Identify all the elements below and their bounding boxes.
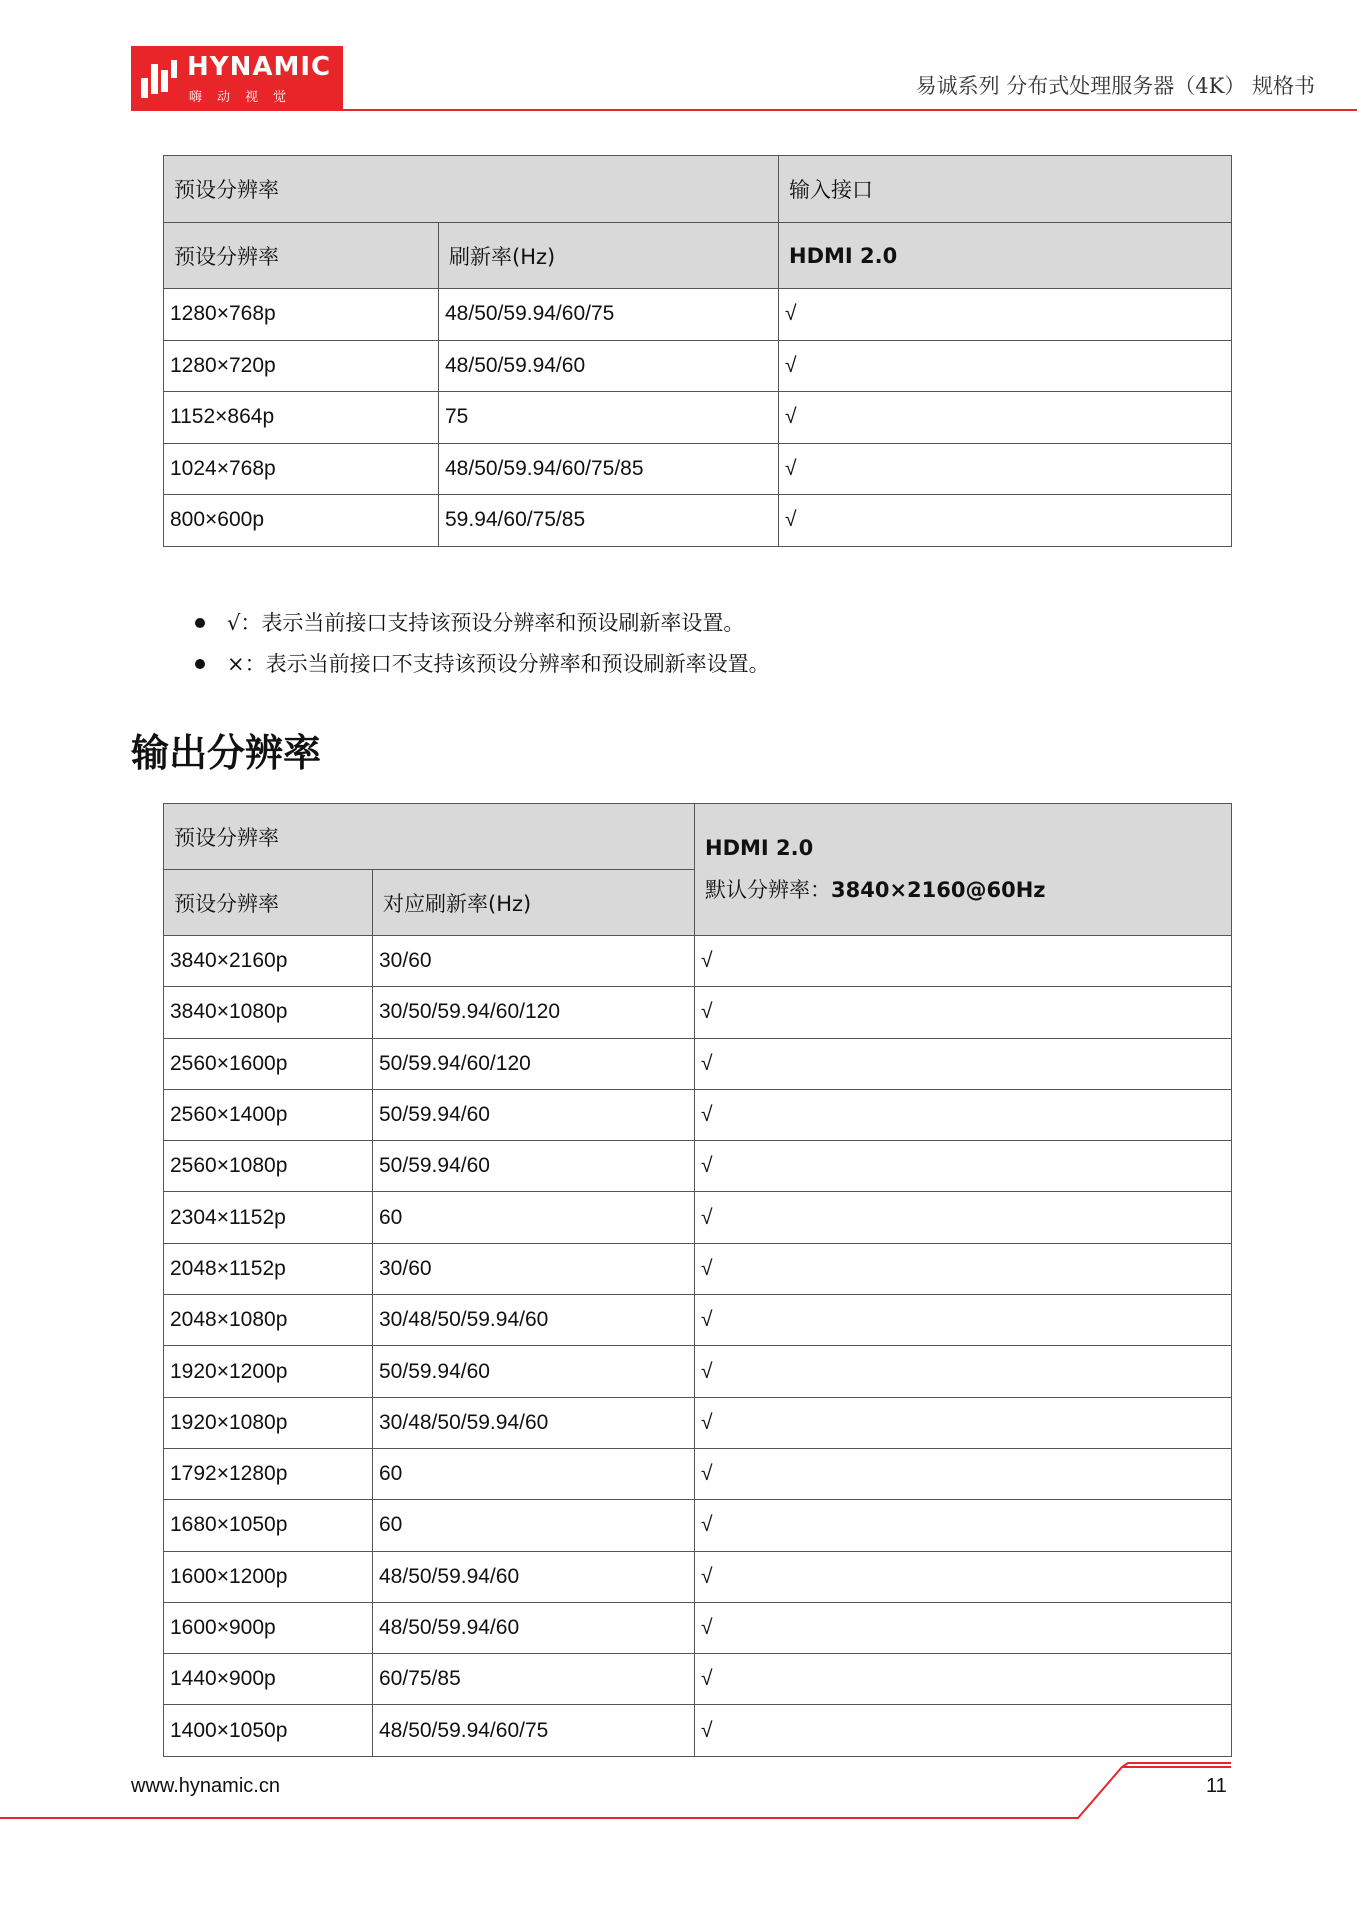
resolution-cell: 800×600p [164,495,439,547]
support-mark-cell: √ [695,1295,1232,1346]
resolution-cell: 1280×720p [164,340,439,392]
resolution-cell: 1920×1080p [164,1397,373,1448]
refresh-rate-cell: 50/59.94/60/120 [373,1038,695,1089]
refresh-rate-cell: 30/60 [373,936,695,987]
output-default-resolution [705,874,1225,904]
output-group-header: 预设分辨率 [164,804,695,870]
refresh-rate-cell: 48/50/59.94/60/75 [373,1705,695,1756]
default-resolution-label: 默认分辨率： [705,877,831,902]
resolution-cell: 1440×900p [164,1654,373,1705]
resolution-cell: 1600×1200p [164,1551,373,1602]
table-row [164,392,1232,444]
brand-name: HYNAMIC [187,52,332,82]
resolution-cell: 2304×1152p [164,1192,373,1243]
output-resolution-table [163,803,1232,1757]
support-mark-cell: √ [695,1654,1232,1705]
resolution-cell: 1920×1200p [164,1346,373,1397]
support-mark-cell: √ [779,495,1232,547]
table-row [164,340,1232,392]
input-resolution-table [163,155,1232,547]
legend-note [195,644,770,685]
support-mark-cell: √ [695,1551,1232,1602]
legend-notes [195,603,770,685]
header-divider [131,109,1357,111]
brand-logo [131,46,343,110]
support-mark-cell: √ [695,1448,1232,1499]
document-title: 易诚系列 分布式处理服务器（4K） 规格书 [915,74,1315,98]
support-mark-cell: √ [695,1397,1232,1448]
resolution-cell: 1600×900p [164,1602,373,1653]
support-mark-cell: √ [695,1089,1232,1140]
refresh-rate-cell: 30/48/50/59.94/60 [373,1295,695,1346]
refresh-rate-cell: 60/75/85 [373,1654,695,1705]
table-row [164,1346,1232,1397]
table-row [164,1654,1232,1705]
table-row [164,1397,1232,1448]
table-row [164,1551,1232,1602]
refresh-rate-cell: 75 [439,392,779,444]
support-mark-cell: √ [695,1192,1232,1243]
support-mark-cell: √ [695,1243,1232,1294]
table-row [164,1705,1232,1756]
support-mark-cell: √ [779,289,1232,341]
table-row [164,1192,1232,1243]
support-mark-cell: √ [695,987,1232,1038]
table-row [164,936,1232,987]
support-mark-cell: √ [695,1500,1232,1551]
table-row [164,1141,1232,1192]
table-row [164,443,1232,495]
support-mark-cell: √ [779,340,1232,392]
footer-url: www.hynamic.cn [131,1775,280,1797]
support-mark-cell: √ [695,1038,1232,1089]
output-col-refresh: 对应刷新率(Hz) [373,870,695,936]
input-group-header: 预设分辨率 [164,156,779,223]
resolution-cell: 2048×1152p [164,1243,373,1294]
refresh-rate-cell: 60 [373,1500,695,1551]
support-mark-cell: √ [695,1602,1232,1653]
table-row [164,289,1232,341]
refresh-rate-cell: 48/50/59.94/60/75/85 [439,443,779,495]
resolution-cell: 3840×1080p [164,987,373,1038]
refresh-rate-cell: 30/50/59.94/60/120 [373,987,695,1038]
bullet-icon [195,618,205,628]
output-interface-name: HDMI 2.0 [705,835,814,860]
input-interface-header: 输入接口 [779,156,1232,223]
support-mark-cell: √ [695,1346,1232,1397]
resolution-cell: 1152×864p [164,392,439,444]
input-col-resolution: 预设分辨率 [164,223,439,289]
default-resolution-value: 3840×2160@60Hz [831,877,1046,902]
table-row [164,1243,1232,1294]
brand-subtitle: 嗨动视觉 [189,90,302,105]
refresh-rate-cell: 48/50/59.94/60 [439,340,779,392]
table-row [164,495,1232,547]
refresh-rate-cell: 60 [373,1192,695,1243]
resolution-cell: 2048×1080p [164,1295,373,1346]
refresh-rate-cell: 48/50/59.94/60/75 [439,289,779,341]
support-mark-cell: √ [695,936,1232,987]
resolution-cell: 1792×1280p [164,1448,373,1499]
resolution-cell: 1400×1050p [164,1705,373,1756]
resolution-cell: 1024×768p [164,443,439,495]
table-row [164,1295,1232,1346]
output-interface-header [695,804,1232,936]
table-row [164,1038,1232,1089]
table-row [164,1448,1232,1499]
input-col-refresh: 刷新率(Hz) [439,223,779,289]
legend-note [195,603,770,644]
page-number: 11 [1206,1775,1227,1797]
refresh-rate-cell: 50/59.94/60 [373,1141,695,1192]
support-mark-cell: √ [695,1141,1232,1192]
section-title: 输出分辨率 [131,731,322,775]
refresh-rate-cell: 59.94/60/75/85 [439,495,779,547]
refresh-rate-cell: 48/50/59.94/60 [373,1602,695,1653]
table-row [164,1089,1232,1140]
refresh-rate-cell: 30/60 [373,1243,695,1294]
refresh-rate-cell: 48/50/59.94/60 [373,1551,695,1602]
legend-note-text: ×：表示当前接口不支持该预设分辨率和预设刷新率设置。 [227,652,770,676]
support-mark-cell: √ [779,392,1232,444]
bullet-icon [195,659,205,669]
resolution-cell: 2560×1400p [164,1089,373,1140]
legend-note-text: √：表示当前接口支持该预设分辨率和预设刷新率设置。 [227,611,745,635]
refresh-rate-cell: 30/48/50/59.94/60 [373,1397,695,1448]
table-row [164,1602,1232,1653]
resolution-cell: 2560×1080p [164,1141,373,1192]
support-mark-cell: √ [779,443,1232,495]
support-mark-cell: √ [695,1705,1232,1756]
input-col-interface: HDMI 2.0 [779,223,1232,289]
refresh-rate-cell: 50/59.94/60 [373,1346,695,1397]
logo-mark-icon [139,56,179,102]
table-row [164,987,1232,1038]
resolution-cell: 1680×1050p [164,1500,373,1551]
table-row [164,1500,1232,1551]
refresh-rate-cell: 60 [373,1448,695,1499]
resolution-cell: 2560×1600p [164,1038,373,1089]
output-col-resolution: 预设分辨率 [164,870,373,936]
resolution-cell: 3840×2160p [164,936,373,987]
refresh-rate-cell: 50/59.94/60 [373,1089,695,1140]
resolution-cell: 1280×768p [164,289,439,341]
